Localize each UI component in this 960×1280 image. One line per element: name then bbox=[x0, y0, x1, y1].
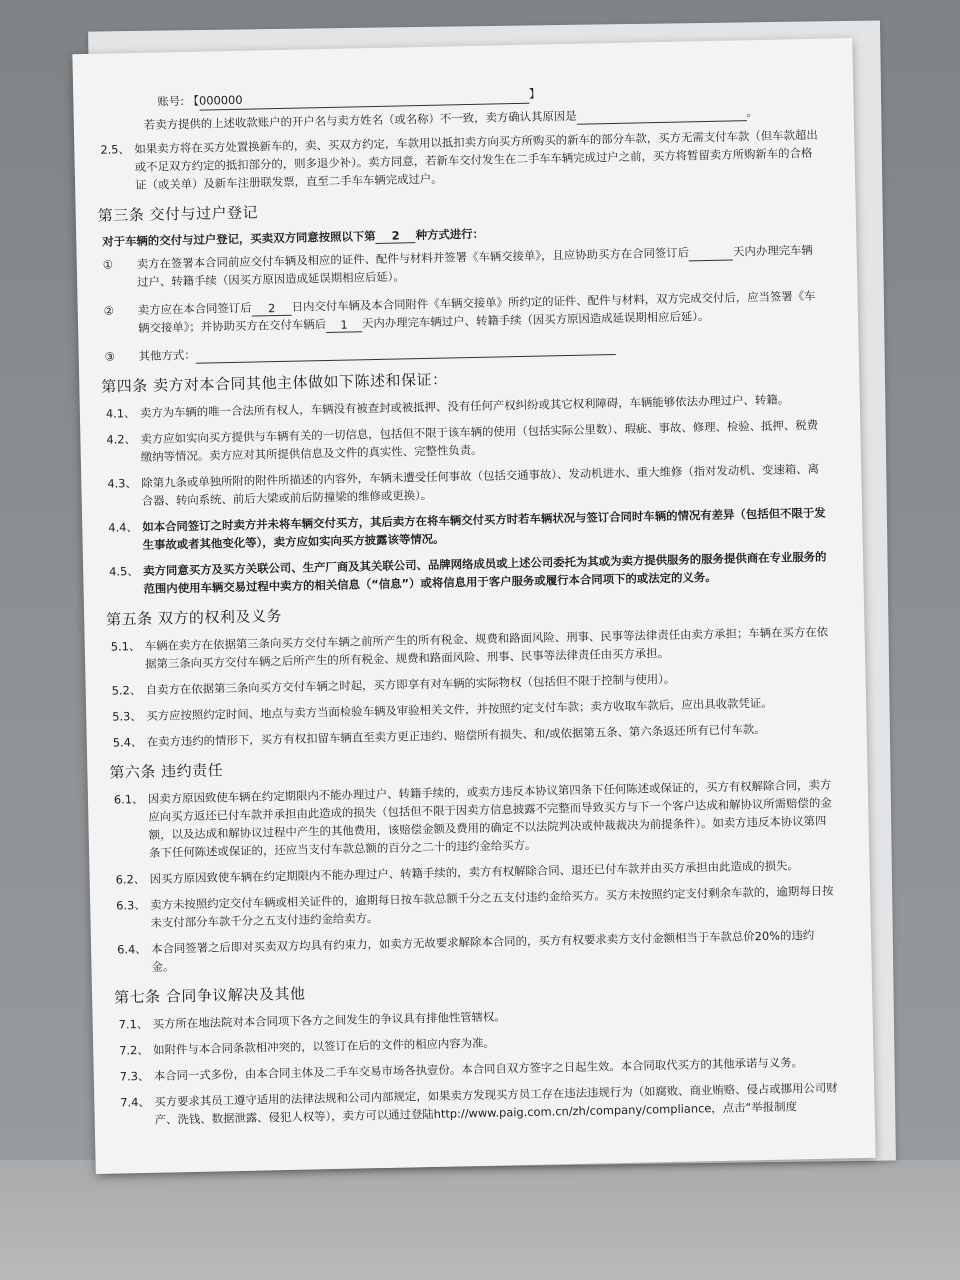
account-value-box bbox=[199, 85, 529, 111]
clause-7-4 bbox=[120, 1078, 839, 1129]
delivery-option-3 bbox=[105, 333, 823, 366]
intro-text-b: 种方式进行： bbox=[415, 226, 485, 243]
clause-6-3 bbox=[116, 882, 835, 933]
option-text-c: 天内办理完车辆过户、转籍手续（因买方原因造成延误期相应后延）。 bbox=[361, 309, 710, 331]
option-text-a: 卖方在签署本合同前应交付车辆及相应的证件、配件与材料并签署《车辆交接单》，且应协助买方在合同签订后 bbox=[136, 245, 690, 271]
clause-number: 5.4、 bbox=[112, 734, 143, 750]
clause-text: 卖方为车辆的唯一合法所有权人，车辆没有被查封或被抵押、没有任何产权纠纷或其它权利障碍，车辆能够依法办理过户、转籍。 bbox=[139, 392, 790, 420]
clause-text: 买方应按照约定时间、地点与卖方当面检验车辆及审验相关文件，并按照约定支付车款；卖方收取车款后，应出具收款凭证。 bbox=[146, 695, 773, 723]
clause-text: 买方要求其员工遵守适用的法律法规和公司内部规定，如果卖方发现买方员工存在违法违规行为（如腐败、商业贿赂、侵占或挪用公司财产、洗钱、数据泄露、侵犯人权等），卖方可以通过登陆http://www.paig.com.cn/zh/company/compliance，点击“举报制度 bbox=[154, 1080, 838, 1127]
option-1-days-blank bbox=[689, 259, 733, 261]
option-2-delivery-days: 2 bbox=[251, 301, 291, 317]
clause-text: 如附件与本合同条款相冲突的，以签订在后的文件的相应内容为准。 bbox=[153, 1035, 496, 1057]
clause-number: 4.4、 bbox=[108, 520, 138, 535]
clause-text: 因买方原因致使车辆在约定期限内不能办理过户、转籍手续的，卖方有权解除合同、退还已付车款并由买方承担由此造成的损失。 bbox=[149, 858, 799, 886]
section-5-title: 第五条 双方的权利及义务 bbox=[106, 607, 283, 629]
section-7-title: 第七条 合同争议解决及其他 bbox=[113, 984, 306, 1007]
clause-number: 2.5、 bbox=[100, 142, 131, 157]
clause-6-4 bbox=[117, 926, 836, 977]
option-text-b: 日内交付车辆及本合同附件《车辆交接单》所约定的证件、配件与材料，双方完成交付后，应当签署《车辆交接单》；并协助买方在交付车辆后 bbox=[137, 288, 816, 335]
option-number: ③ bbox=[104, 349, 116, 364]
clause-text: 卖方应如实向买方提供与车辆有关的一切信息，包括但不限于该车辆的使用（包括实际公里数）、瑕疵、事故、修理、检验、抵押、税费缴纳等情况。卖方应对其所提供信息及文件的真实性、完整性负责。 bbox=[140, 417, 819, 464]
clause-text: 除第九条或单独所附的附件所描述的内容外，车辆未遭受任何事故（包括交通事故）、发动机进水、重大维修（指对发动机、变速箱、离合器、转向系统、前后大梁或前后防撞梁的维修或更换）。 bbox=[141, 461, 820, 508]
intro-text-a: 对于车辆的交付与过户登记，买卖双方同意按照以下第 bbox=[102, 228, 376, 249]
option-text-a: 卖方应在本合同签订后 bbox=[137, 300, 252, 317]
clause-text: 自卖方在依据第三条向买方交付车辆之时起，买方即享有对车辆的实际物权（包括但不限于控制与使用）。 bbox=[145, 671, 676, 697]
clause-number: 6.2、 bbox=[115, 871, 146, 887]
clause-text: 卖方同意买方及买方关联公司、生产厂商及其关联公司、品牌网络成员或上述公司委托为其或为卖方提供服务的服务提供商在专业服务的范围内使用车辆交易过程中卖方的相关信息（“信息”）或将信息用于客户服务或履行本合同项下的或法定的义务。 bbox=[143, 549, 827, 596]
delivery-method-choice: 2 bbox=[375, 228, 415, 244]
clause-number: 5.1、 bbox=[110, 638, 141, 654]
clause-number: 7.2、 bbox=[119, 1042, 149, 1058]
clause-text: 如本合同签订之时卖方并未将车辆交付买方，其后卖方在将车辆交付买方时若车辆状况与签订合同时车辆的情况有差异（包括但不限于发生事故或者其他变化等），卖方应如实向买方披露该等情况。 bbox=[142, 505, 826, 552]
clause-text: 因卖方原因致使车辆在约定期限内不能办理过户、转籍手续的，或卖方违反本协议第四条下任何陈述或保证的，买方有权解除合同，卖方应向买方返还已付车款并承担由此造成的损失（包括但不限于因卖方信息披露不完整而导致买方与下一个客户达成和解协议所需赔偿的金额，以及达成和解协议过程中产生的其他费用，该赔偿金额及费用的确定不以法院判决或仲裁裁决为前提条件）。如卖方违反本协议第四条下任何陈述或保证的，还应当支付车款总额的百分之二十的违约金给买方。 bbox=[147, 777, 832, 860]
section-4-title: 第四条 卖方对本合同其他主体做如下陈述和保证： bbox=[101, 370, 448, 396]
clause-number: 5.3、 bbox=[112, 708, 142, 724]
clause-text: 卖方未按照约定交付车辆或相关证件的，逾期每日按车款总额千分之五支付违约金给买方。买方未按照约定支付剩余车款的，逾期每日按未支付部分车款千分之五支付违约金给卖方。 bbox=[150, 883, 834, 930]
clause-4-3 bbox=[107, 460, 826, 511]
clause-number: 7.1、 bbox=[118, 1016, 149, 1032]
clause-5-1 bbox=[111, 623, 830, 674]
clause-number: 6.3、 bbox=[116, 897, 146, 913]
option-number: ① bbox=[102, 257, 114, 272]
option-text: 其他方式： bbox=[138, 347, 196, 363]
clause-text: 车辆在卖方在依据第三条向买方交付车辆之前所产生的所有税金、规费和路面风险、刑事、民事等法律责任由卖方承担；车辆在买方在依据第三条向买方交付车辆之后所产生的所有税金、规费和路面风险、刑事、民事等法律责任由买方承担。 bbox=[144, 624, 829, 671]
clause-number: 6.4、 bbox=[116, 941, 147, 957]
clause-4-2 bbox=[106, 416, 825, 467]
clause-number: 4.2、 bbox=[106, 432, 137, 447]
clause-text: 本合同签署之后即对买卖双方均具有约束力，如卖方无故要求解除本合同的，买方有权要求卖方支付金额相当于车款总价20%的违约金。 bbox=[150, 927, 815, 974]
section-6-title: 第六条 违约责任 bbox=[109, 761, 224, 782]
option-number: ② bbox=[103, 303, 115, 318]
option-2-transfer-days: 1 bbox=[326, 317, 362, 333]
account-bracket-open: 【 bbox=[187, 93, 200, 108]
section-3-title: 第三条 交付与过户登记 bbox=[97, 203, 259, 225]
table-edge bbox=[0, 1160, 960, 1280]
clause-number: 5.2、 bbox=[111, 682, 142, 698]
clause-text: 如果卖方将在买方处置换新车的，卖、买双方约定，车款用以抵扣卖方向买方所购买的新车的部分车款，买方无需支付车款（但车款超出或不足双方约定的抵扣部分的，则多退少补）。卖方同意，若新车交付发生在二手车车辆完成过户之前，买方将暂留卖方所购新车的合格证（或关单）及新车注册联发票，直至二手车车辆完成过户。 bbox=[134, 127, 818, 193]
account-value: 000000 bbox=[198, 92, 243, 108]
delivery-option-2 bbox=[104, 287, 823, 338]
clause-5-4 bbox=[113, 719, 831, 752]
option-text-b: 天内办理完车辆过户、转籍手续（因买方原因造成延误期相应后延）。 bbox=[136, 242, 813, 289]
clause-text: 买方所在地法院对本合同项下各方之间发生的争议具有排他性管辖权。 bbox=[152, 1009, 506, 1031]
clause-4-4 bbox=[108, 504, 827, 555]
clause-number: 4.5、 bbox=[109, 564, 139, 579]
clause-text: 在卖方违约的情形下，买方有权扣留车辆直至卖方更正违约、赔偿所有损失、和/或依据第五条、第六条返还所有已付车款。 bbox=[146, 721, 766, 749]
clause-number: 7.3、 bbox=[119, 1068, 150, 1084]
delivery-option-1 bbox=[103, 241, 822, 292]
mismatch-reason-blank bbox=[577, 120, 747, 125]
contract-page bbox=[72, 38, 875, 1174]
clause-number: 4.3、 bbox=[107, 476, 138, 491]
account-mismatch-line: 若卖方提供的上述收款账户的开户名与卖方姓名（或名称）不一致，卖方确认其原因是 。 bbox=[143, 104, 759, 132]
clause-2-5 bbox=[100, 126, 819, 195]
mismatch-text: 若卖方提供的上述收款账户的开户名与卖方姓名（或名称）不一致，卖方确认其原因是 bbox=[143, 108, 577, 132]
account-bracket-close: 】 bbox=[528, 86, 541, 101]
clause-number: 6.1、 bbox=[113, 791, 144, 807]
clause-4-5 bbox=[109, 548, 828, 599]
clause-text: 本合同一式多份，由本合同主体及二手车交易市场各执壹份。本合同自双方签字之日起生效。本合同取代买方的其他承诺与义务。 bbox=[153, 1055, 804, 1083]
account-label: 账号: bbox=[157, 93, 185, 109]
other-method-blank bbox=[196, 354, 616, 364]
clause-number: 4.1、 bbox=[105, 406, 136, 421]
contract-content bbox=[99, 79, 839, 1138]
clause-6-1 bbox=[114, 776, 833, 863]
clause-number: 7.4、 bbox=[120, 1094, 150, 1110]
